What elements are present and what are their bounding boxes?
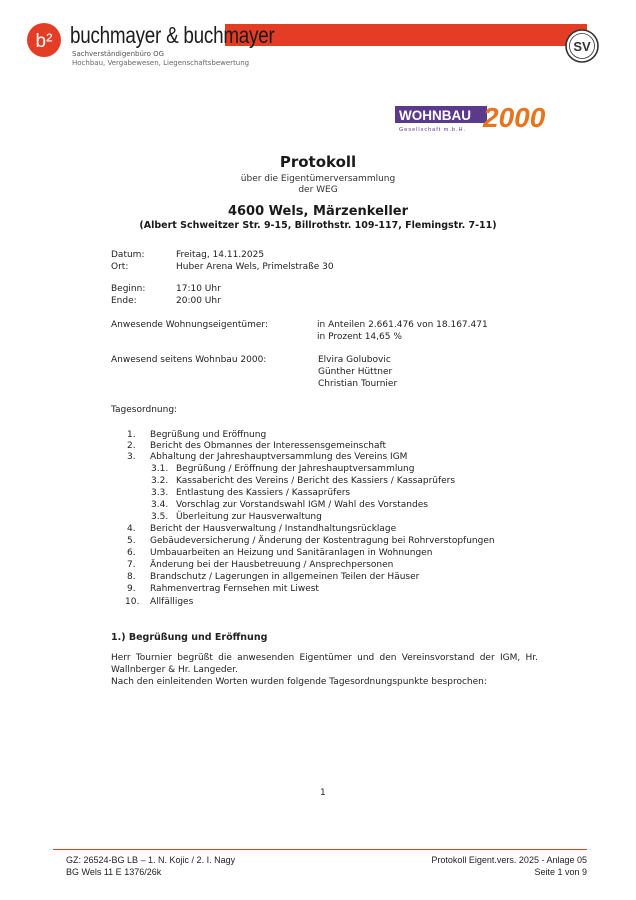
document-title: Protokoll <box>279 153 357 171</box>
footer-page-count: Seite 1 von 9 <box>534 867 587 877</box>
brand-subtitle-2: Hochbau, Vergabewesen, Liegenschaftsbewertung <box>72 59 250 67</box>
ort-value: Huber Arena Wels, Primelstraße 30 <box>176 262 334 272</box>
agenda-item-text: Allfälliges <box>150 597 194 607</box>
datum-value: Freitag, 14.11.2025 <box>176 250 265 260</box>
agenda-item-number: 2. <box>127 441 136 451</box>
agenda-item-number: 8. <box>127 572 136 582</box>
sv-seal-logo <box>564 28 600 64</box>
agenda-item-text: Begrüßung und Eröffnung <box>150 430 267 440</box>
datum-label: Datum: <box>111 250 145 260</box>
brand-subtitle-1: Sachverständigenbüro OG <box>72 50 165 58</box>
address-line: (Albert Schweitzer Str. 9-15, Billrothstr. 109-117, Flemingstr. 7-11) <box>139 220 497 231</box>
section-paragraph-line: Nach den einleitenden Worten wurden folgende Tagesordnungspunkte besprochen: <box>111 677 487 687</box>
b2-logo-text: b² <box>35 31 53 52</box>
attendee-name: Christian Tournier <box>318 379 398 389</box>
beginn-value: 17:10 Uhr <box>176 284 221 294</box>
agenda-item-text: Umbauarbeiten an Heizung und Sanitäranlagen in Wohnungen <box>150 548 433 558</box>
agenda-label: Tagesordnung: <box>111 405 178 415</box>
section-paragraph-line: Wallnberger & Hr. Langeder. <box>111 665 238 675</box>
footer-case-number: GZ: 26524-BG LB – 1. N. Kojic / 2. I. Nagy <box>66 855 236 865</box>
wohnbau-logo-sub: Gesellschaft m.b.H. <box>399 127 466 133</box>
agenda-item-text: Abhaltung der Jahreshauptversammlung des Vereins IGM <box>150 452 408 462</box>
agenda-item-text: Brandschutz / Lagerungen in allgemeinen Teilen der Häuser <box>150 572 420 582</box>
agenda-item-number: 3.3. <box>151 488 169 498</box>
agenda-item-text: Vorschlag zur Vorstandswahl IGM / Wahl des Vorstandes <box>176 500 428 510</box>
brand-name: buchmayer & buchmayer <box>70 22 275 48</box>
agenda-item-number: 1. <box>127 430 136 440</box>
anwesend-anteile: in Anteilen 2.661.476 von 18.167.471 <box>317 320 488 330</box>
agenda-item-number: 3.2. <box>151 476 169 486</box>
beginn-label: Beginn: <box>111 284 146 294</box>
ort-label: Ort: <box>111 262 129 272</box>
header-accent-bar <box>225 24 587 46</box>
agenda-item-number: 9. <box>127 584 136 594</box>
footer-divider <box>53 849 587 850</box>
b2-logo <box>26 22 62 58</box>
anwesend-label: Anwesende Wohnungseigentümer: <box>111 320 268 330</box>
attendee-name: Elvira Golubovic <box>318 355 391 365</box>
agenda-item-number: 3.5. <box>151 512 169 522</box>
agenda-item-text: Bericht der Hausverwaltung / Instandhaltungsrücklage <box>150 524 397 534</box>
wohnbau-attendees-label: Anwesend seitens Wohnbau 2000: <box>111 355 267 365</box>
agenda-item-text: Bericht des Obmannes der Interessensgemeinschaft <box>150 441 387 451</box>
sv-seal-text: SV <box>573 39 591 54</box>
agenda-item-number: 3. <box>127 452 136 462</box>
wohnbau-2000-logo <box>395 100 563 133</box>
agenda-item-number: 5. <box>127 536 136 546</box>
agenda-item-text: Entlastung des Kassiers / Kassaprüfers <box>176 488 351 498</box>
footer-document-name: Protokoll Eigent.vers. 2025 - Anlage 05 <box>431 855 587 865</box>
agenda-item-number: 3.4. <box>151 500 169 510</box>
agenda-item-text: Gebäudeversicherung / Änderung der Kostentragung bei Rohrverstopfungen <box>150 536 495 546</box>
location-title: 4600 Wels, Märzenkeller <box>227 204 409 219</box>
agenda-item-text: Begrüßung / Eröffnung der Jahreshauptversammlung <box>176 464 415 474</box>
agenda-item-text: Rahmenvertrag Fernsehen mit Liwest <box>150 584 319 594</box>
attendee-name: Günther Hüttner <box>318 367 393 377</box>
agenda-item-number: 6. <box>127 548 136 558</box>
anwesend-prozent: in Prozent 14,65 % <box>317 332 402 342</box>
agenda-item-number: 3.1. <box>151 464 169 474</box>
agenda-item-number: 7. <box>127 560 136 570</box>
title-subline-2: der WEG <box>298 185 338 195</box>
ende-label: Ende: <box>111 296 137 306</box>
footer-court-reference: BG Wels 11 E 1376/26k <box>66 867 162 877</box>
agenda-item-number: 4. <box>127 524 136 534</box>
agenda-item-text: Überleitung zur Hausverwaltung <box>176 512 322 522</box>
section-paragraph-line: Herr Tournier begrüßt die anwesenden Eigentümer und den Vereinsvorstand der IGM, Hr. <box>111 653 538 663</box>
ende-value: 20:00 Uhr <box>176 296 221 306</box>
wohnbau-logo-number: 2000 <box>483 102 546 133</box>
title-subline-1: über die Eigentümerversammlung <box>240 174 396 184</box>
agenda-item-text: Kassabericht des Vereins / Bericht des Kassiers / Kassaprüfers <box>176 476 456 486</box>
agenda-item-text: Änderung bei der Hausbetreuung / Ansprechpersonen <box>150 560 394 570</box>
agenda-item-number: 10. <box>125 597 140 607</box>
page-number: 1 <box>320 788 326 798</box>
wohnbau-logo-text: WOHNBAU <box>399 108 471 123</box>
section-heading: 1.) Begrüßung und Eröffnung <box>111 632 268 643</box>
